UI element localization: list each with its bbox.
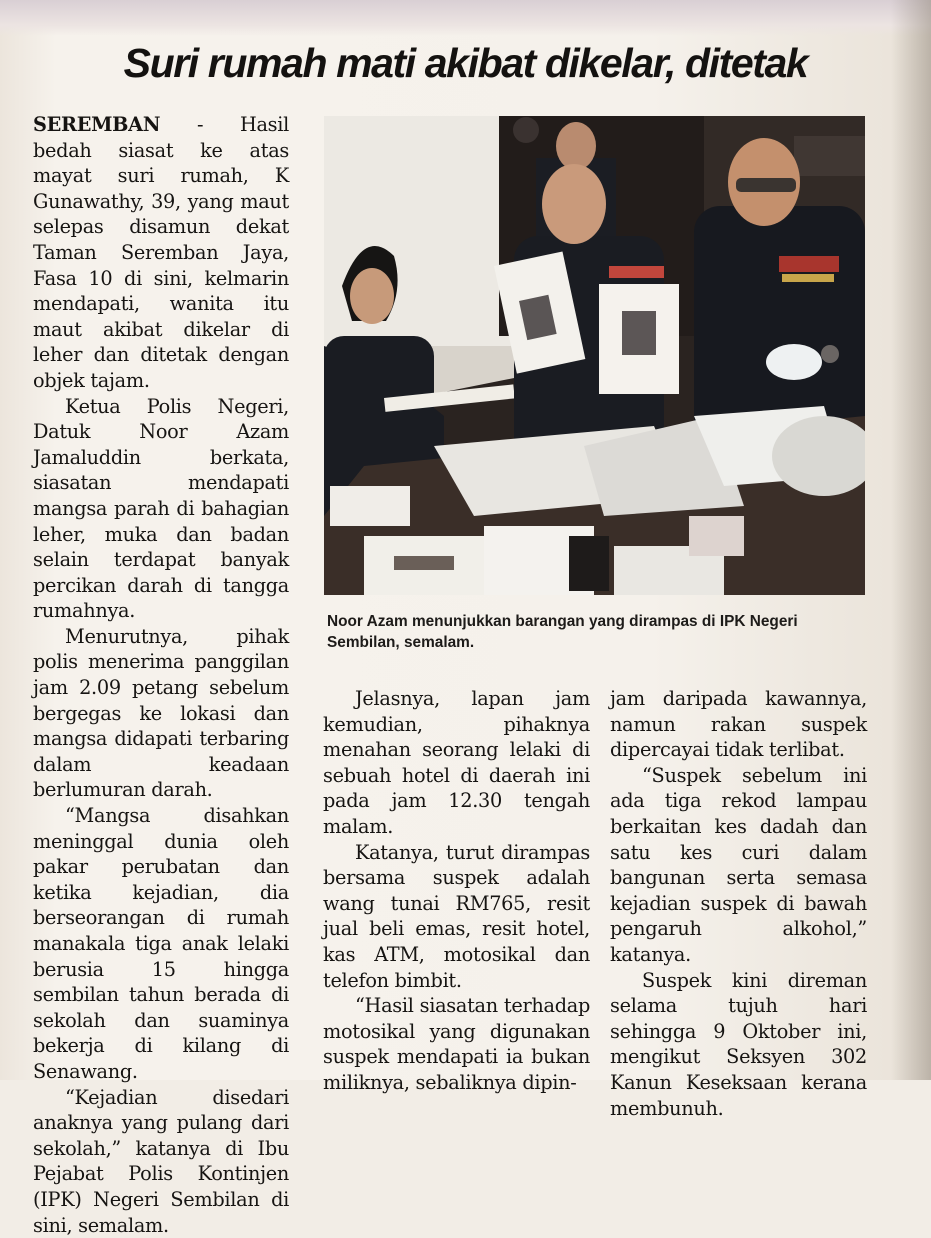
paragraph: “Suspek sebelum ini ada tiga rekod lampau berkaitan kes dadah dan satu kes curi dalam bangunan serta semasa kejadian suspek di bawah pengaruh alkohol,” katanya. [610, 763, 867, 966]
paragraph: Jelasnya, lapan jam kemudian, pihaknya menahan seorang lelaki di sebuah hotel di daerah ini pada jam 12.30 tengah malam. [323, 687, 590, 838]
paragraph: Katanya, turut dirampas bersama suspek adalah wang tunai RM765, resit jual beli emas, resit hotel, kas ATM, motosikal dan telefon bimbit. [323, 840, 590, 992]
paragraph: “Mangsa disahkan meninggal dunia oleh pakar perubatan dan ketika kejadian, dia berseorangan di rumah manakala tiga anak lelaki berusia 15 hingga sembilan tahun berada di sekolah dan suaminya bekerja di kilang di Senawang. [33, 804, 289, 1083]
news-photo [324, 116, 865, 595]
lead-paragraph [33, 112, 289, 394]
masthead-strip [0, 0, 931, 36]
article-column-1 [33, 112, 289, 1238]
paragraph: Menurutnya, pihak polis menerima panggilan jam 2.09 petang sebelum bergegas ke lokasi dan mangsa didapati terbaring dalam keadaan berlumuran darah. [33, 624, 289, 802]
article-column-2 [323, 686, 590, 1096]
paragraph: Ketua Polis Negeri, Datuk Noor Azam Jamaluddin berkata, siasatan mendapati mangsa parah di bahagian leher, muka dan badan selain terdapat banyak percikan darah di tangga rumahnya. [33, 394, 289, 623]
lead-text: - Hasil bedah siasat ke atas mayat suri rumah, K Gunawathy, 39, yang maut selepas disamun dekat Taman Seremban Jaya, Fasa 10 di sini, kelmarin mendapati, wanita itu maut akibat dikelar di leher dan ditetak dengan objek tajam. [33, 113, 289, 392]
dateline: SEREMBAN [33, 113, 161, 136]
page-fold-shadow [891, 0, 931, 1080]
paragraph: jam daripada kawannya, namun rakan suspek dipercayai tidak terlibat. [610, 687, 867, 762]
photo-caption: Noor Azam menunjukkan barangan yang dirampas di IPK Negeri Sembilan, semalam. [327, 613, 798, 651]
paragraph: “Hasil siasatan terhadap motosikal yang digunakan suspek mendapati ia bukan miliknya, sebaliknya dipin- [323, 994, 590, 1094]
paragraph: Suspek kini direman selama tujuh hari sehingga 9 Oktober ini, mengikut Seksyen 302 Kanun Keseksaan kerana membunuh. [610, 968, 867, 1120]
headline: Suri rumah mati akibat dikelar, ditetak [123, 40, 808, 86]
police-press-photo-illustration [324, 116, 865, 595]
article-column-3 [610, 686, 867, 1121]
paragraph: “Kejadian disedari anaknya yang pulang dari sekolah,” katanya di Ibu Pejabat Polis Kontinjen (IPK) Negeri Sembilan di sini, semalam. [33, 1085, 289, 1237]
